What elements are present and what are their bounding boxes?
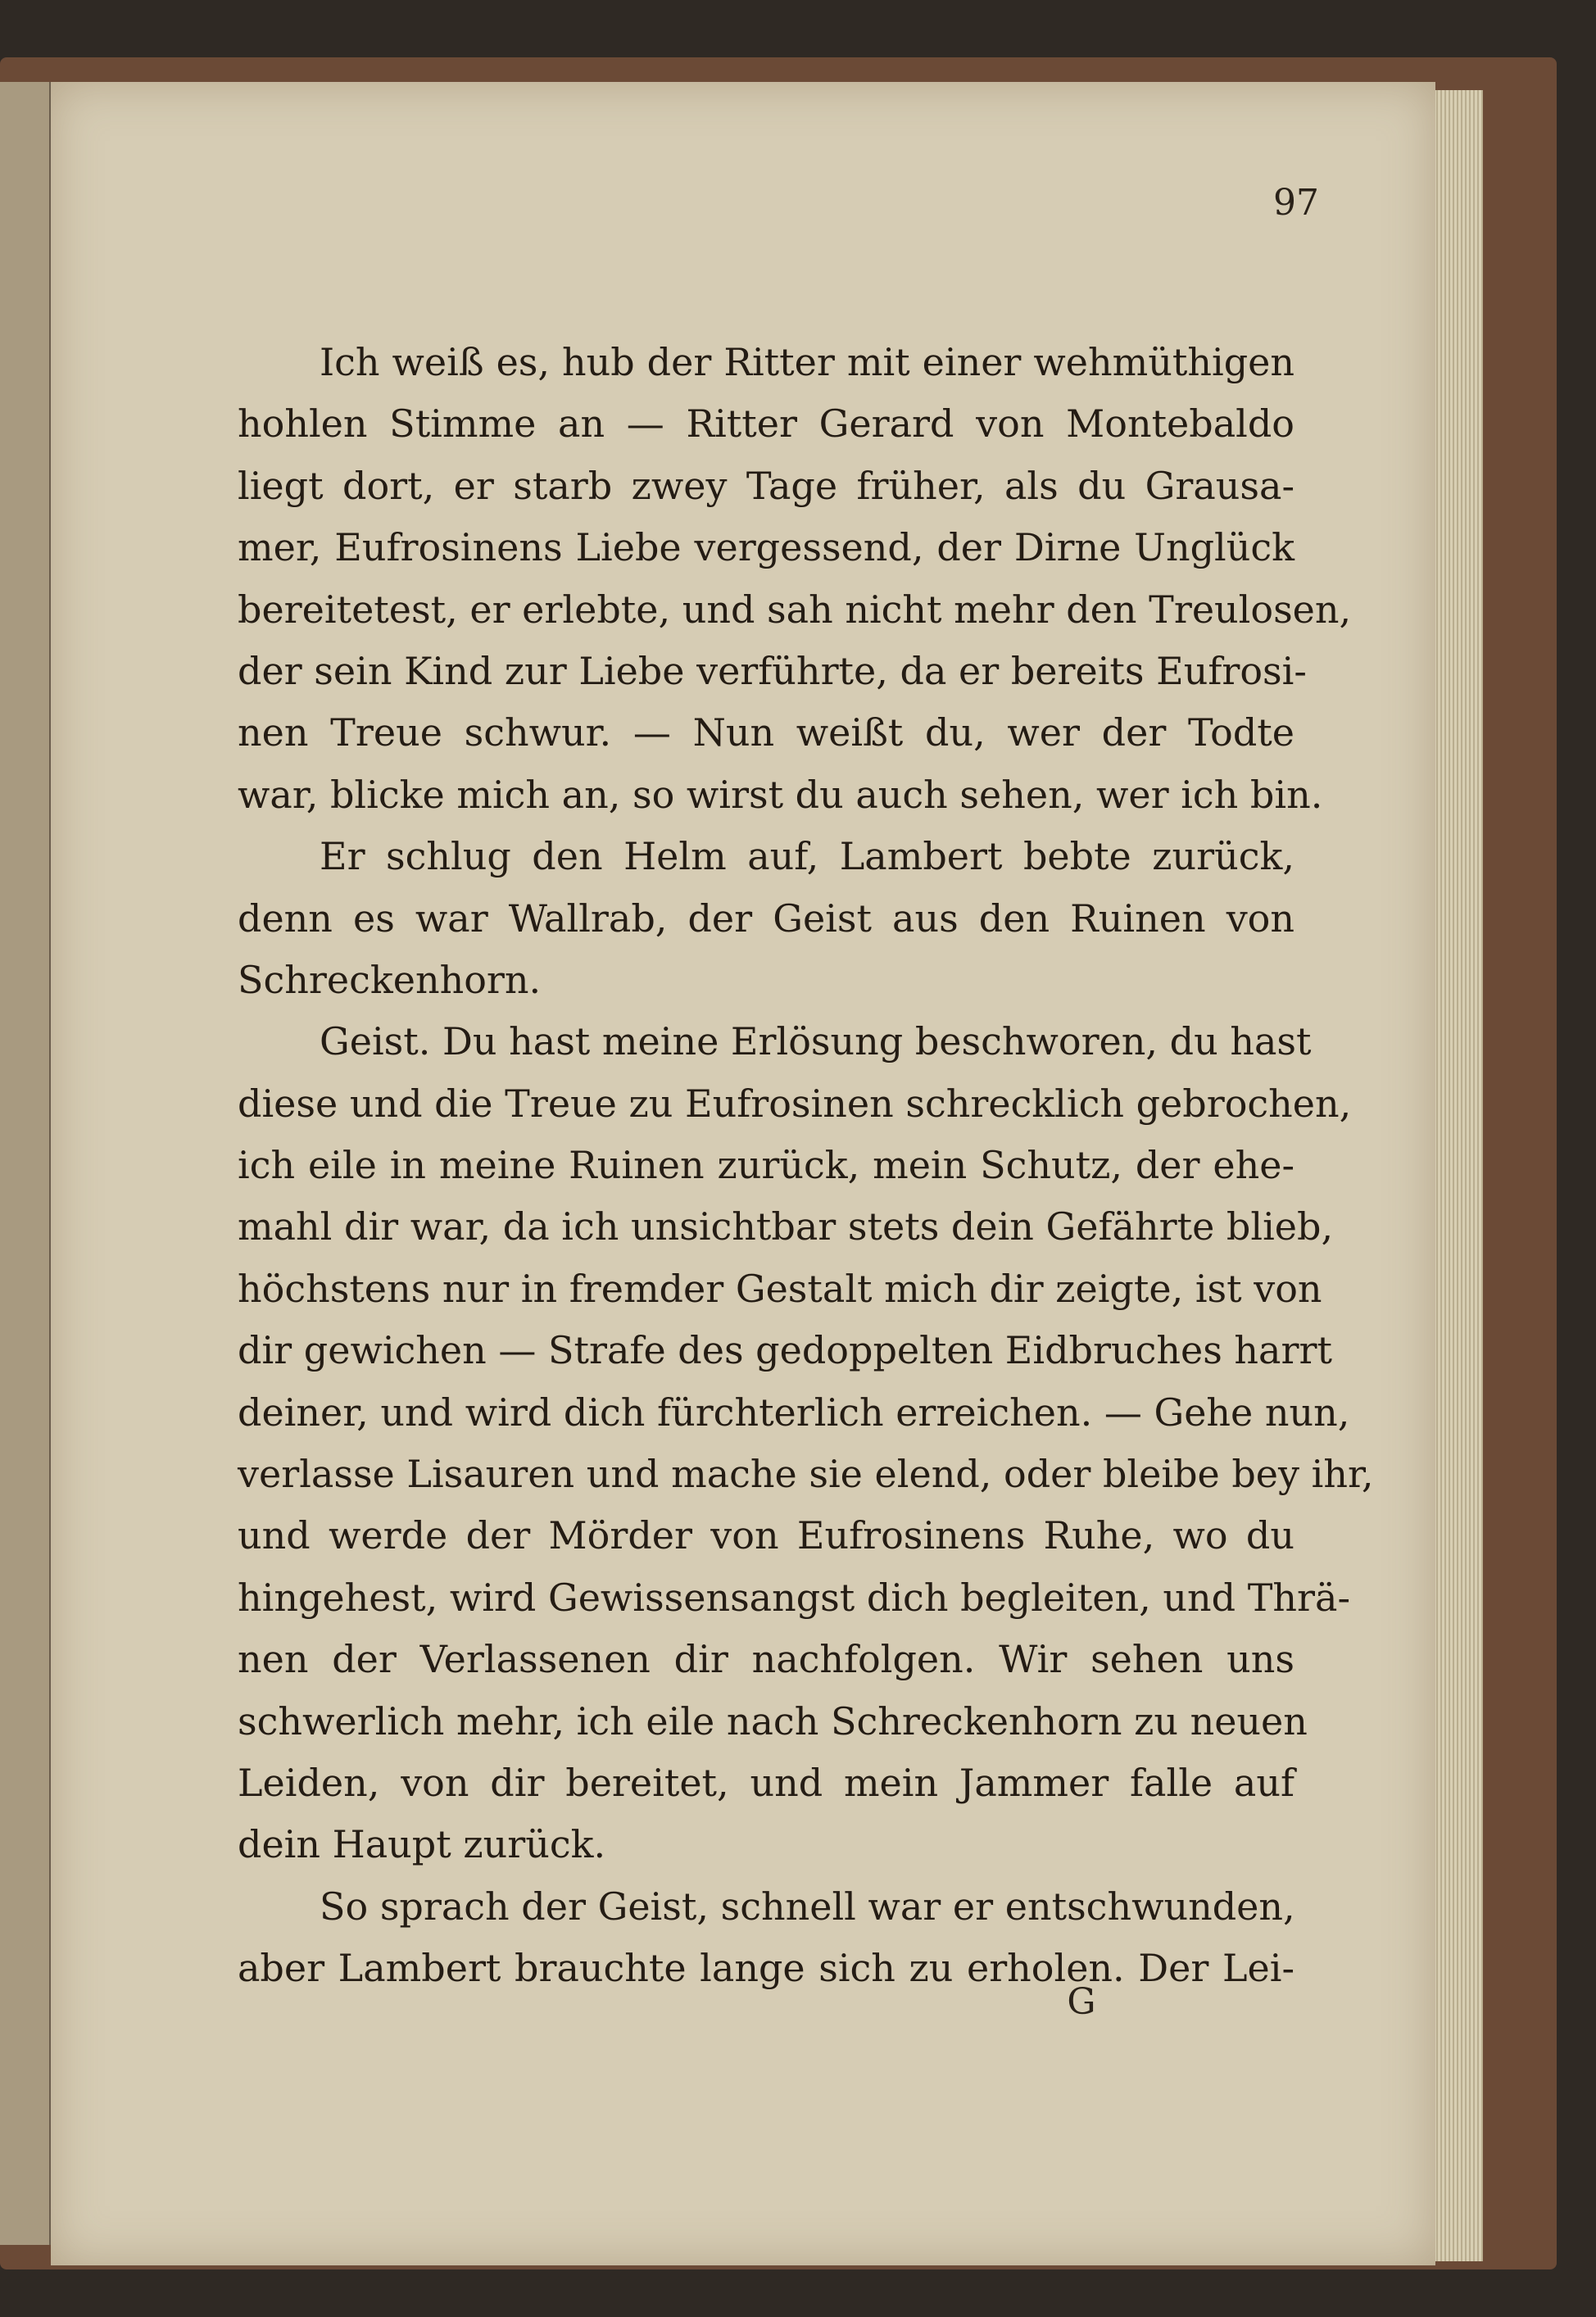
text-line: Ich weiß es, hub der Ritter mit einer wehmüthigen: [320, 340, 1294, 384]
text-line: aber Lambert brauchte lange sich zu erholen. Der Lei-: [238, 1946, 1294, 1991]
text-line: Leiden, von dir bereitet, und mein Jammer falle auf: [238, 1760, 1294, 1805]
text-line: Er schlug den Helm auf, Lambert bebte zurück,: [320, 834, 1294, 879]
text-line: bereitetest, er erlebte, und sah nicht mehr den Treulosen,: [238, 587, 1352, 632]
text-line: Geist. Du hast meine Erlösung beschworen, du hast: [320, 1019, 1312, 1064]
text-line: höchstens nur in fremder Gestalt mich dir zeigte, ist von: [238, 1266, 1322, 1311]
text-line: hingehest, wird Gewissensangst dich begleiten, und Thrä-: [238, 1575, 1350, 1620]
text-line: ich eile in meine Ruinen zurück, mein Schutz, der ehe-: [238, 1143, 1294, 1188]
facing-page-edge: [0, 82, 52, 2245]
body-text: [238, 332, 1374, 2000]
text-line: denn es war Wallrab, der Geist aus den Ruinen von: [238, 896, 1294, 941]
text-line: deiner, und wird dich fürchterlich erreichen. — Gehe nun,: [238, 1390, 1350, 1435]
text-line: dir gewichen — Strafe des gedoppelten Eidbruches harrt: [238, 1328, 1332, 1373]
signature-mark: G: [1067, 1981, 1096, 2023]
text-line: und werde der Mörder von Eufrosinens Ruhe, wo du: [238, 1513, 1294, 1558]
text-line: liegt dort, er starb zwey Tage früher, als du Grausa-: [238, 463, 1294, 508]
page-number: 97: [1273, 182, 1319, 224]
text-line: hohlen Stimme an — Ritter Gerard von Montebaldo: [238, 401, 1294, 447]
text-line: verlasse Lisauren und mache sie elend, oder bleibe bey ihr,: [238, 1452, 1374, 1497]
text-line: diese und die Treue zu Eufrosinen schrecklich gebrochen,: [238, 1081, 1352, 1126]
text-line: nen der Verlassenen dir nachfolgen. Wir sehen uns: [238, 1637, 1294, 1682]
text-line: war, blicke mich an, so wirst du auch sehen, wer ich bin.: [238, 772, 1323, 817]
text-line: Schreckenhorn.: [238, 957, 542, 1002]
text-line: mahl dir war, da ich unsichtbar stets dein Gefährte blieb,: [238, 1204, 1334, 1249]
text-line: mer, Eufrosinens Liebe vergessend, der Dirne Unglück: [238, 525, 1294, 570]
text-line: der sein Kind zur Liebe verführte, da er bereits Eufrosi-: [238, 648, 1307, 693]
text-line: So sprach der Geist, schnell war er entschwunden,: [320, 1884, 1295, 1929]
text-line: nen Treue schwur. — Nun weißt du, wer der Todte: [238, 710, 1294, 755]
text-line: dein Haupt zurück.: [238, 1822, 606, 1867]
text-line: schwerlich mehr, ich eile nach Schreckenhorn zu neuen: [238, 1698, 1308, 1743]
